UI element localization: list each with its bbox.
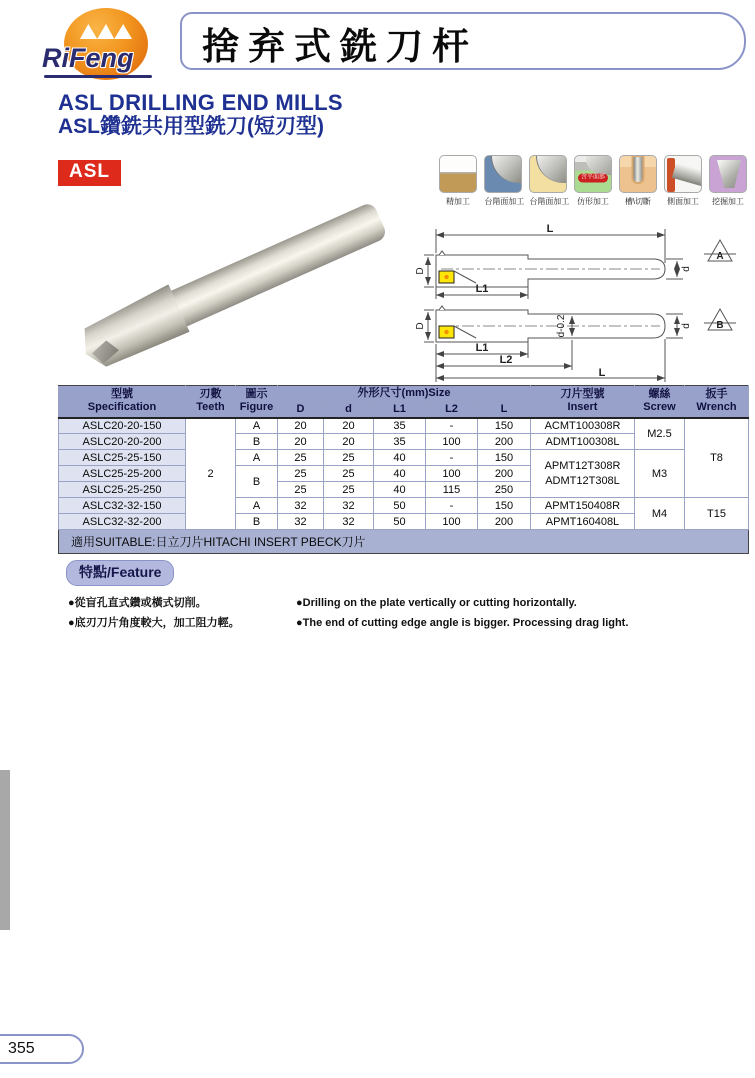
spec-cell: ASLC25-25-250 [59,482,186,498]
side-milling-icon [664,155,702,193]
col-header-screw [635,386,685,418]
insert-cell: ADMT100308L [531,434,635,450]
col-header-insert-zh: 刀片型號 [560,388,605,401]
col-header-insert-en: Insert [567,401,598,414]
insert-cell: ACMT100308R [531,418,635,434]
feature-list-en [296,593,628,634]
dim-L2-cell: 100 [426,466,478,482]
spec-cell: ASLC25-25-200 [59,466,186,482]
dim-L-cell: 250 [478,482,531,498]
col-header-size-group: 外形尺寸(mm)Size [278,386,531,402]
dim-d-cell: 32 [324,498,374,514]
insert-cell [531,450,635,498]
icon-caption: 台階面加工 [529,196,570,206]
excavating-icon [709,155,747,193]
col-header-screw-en: Screw [643,401,676,414]
feature-list-zh [68,593,296,634]
wrench-cell: T8 [685,418,749,498]
dim-L-cell: 150 [478,498,531,514]
figure-a-marker: A [716,251,724,262]
screw-cell: M2.5 [635,418,685,450]
dim-L2-cell: - [426,418,478,434]
section-index-tab [0,770,10,930]
col-header-L: L [478,402,531,418]
machining-item [527,155,569,208]
figure-cell: B [236,514,278,530]
dim-L-cell: 150 [478,450,531,466]
dim-L2-cell: - [426,450,478,466]
dim-L1-cell: 40 [374,450,426,466]
dim-label-L: L [546,223,554,235]
col-header-L1: L1 [374,402,426,418]
col-header-teeth-en: Teeth [196,401,225,414]
dim-label-L: L [598,367,606,379]
col-header-spec-en: Specification [87,401,157,414]
page-title: 捨弃式銑刀杆 [202,26,478,67]
col-header-wrench-en: Wrench [696,401,737,414]
col-header-wrench-zh: 扳手 [705,388,728,401]
col-header-spec-zh: 型號 [111,388,133,401]
insert-cell: APMT160408L [531,514,635,530]
table-row [59,450,749,466]
suitable-note: 適用SUITABLE:日立刀片HITACHI INSERT PBECK刀片 [59,530,749,554]
wrench-cell: T15 [685,498,749,530]
dim-L1-cell: 35 [374,418,426,434]
col-header-figure [236,386,278,418]
cutter-head [74,284,190,374]
figure-b-marker: B [716,320,724,331]
screw-cell: M3 [635,450,685,498]
brand-name: RiFeng [42,43,134,73]
specification-table [58,385,749,554]
profiling-icon [574,155,612,193]
col-header-figure-en: Figure [239,401,274,414]
dim-L-cell: 200 [478,434,531,450]
insert-cell: APMT150408R [531,498,635,514]
dim-L1-cell: 50 [374,498,426,514]
icon-caption: 挖掘加工 [712,196,744,206]
finishing-icon [439,155,477,193]
machining-item [572,155,614,208]
slotting-cutoff-icon [619,155,657,193]
col-header-screw-zh: 螺絲 [648,388,671,401]
logo-underline [44,75,152,78]
dim-label-d: d [681,323,692,329]
tool-shank [169,201,388,327]
product-photo [62,196,407,374]
feature-section [58,560,718,634]
product-title-zh: ASL鑽銑共用型銑刀(短刃型) [58,115,324,139]
col-header-insert [531,386,635,418]
figure-cell: A [236,450,278,466]
page-number: 355 [8,1040,35,1057]
col-header-L2: L2 [426,402,478,418]
table-row [59,418,749,434]
dim-D-cell: 32 [278,498,324,514]
figure-cell: B [236,466,278,498]
insert-line: ADMT12T308L [545,474,620,487]
logo-zigzag-icon [80,24,132,39]
dim-L2-cell: - [426,498,478,514]
col-header-figure-zh: 圖示 [245,388,268,401]
figure-cell: A [236,498,278,514]
dim-L-cell: 150 [478,418,531,434]
dim-L-cell: 200 [478,466,531,482]
brand-logo [42,6,164,86]
machining-item [707,155,749,208]
dim-D-cell: 25 [278,482,324,498]
dim-d-cell: 20 [324,434,374,450]
dim-D-cell: 20 [278,434,324,450]
product-title-en: ASL DRILLING END MILLS [58,90,343,115]
dim-d-cell: 25 [324,466,374,482]
step-face-milling-icon [529,155,567,193]
spec-cell: ASLC20-20-150 [59,418,186,434]
step-face-milling-icon [484,155,522,193]
dim-D-cell: 25 [278,450,324,466]
dim-L-cell: 200 [478,514,531,530]
col-header-teeth [186,386,236,418]
col-header-spec [59,386,186,418]
dim-label-L1: L1 [475,342,489,354]
dim-label-D: D [415,322,426,330]
machining-item [482,155,524,208]
dim-L2-cell: 100 [426,434,478,450]
col-header-wrench [685,386,749,418]
dim-d-cell: 32 [324,514,374,530]
product-heading [58,90,343,139]
spec-cell: ASLC25-25-150 [59,450,186,466]
col-header-d: d [324,402,374,418]
dimension-diagram-b [415,290,755,390]
dim-label-D: D [415,267,426,275]
dim-D-cell: 20 [278,418,324,434]
dim-label-L1: L1 [475,283,489,295]
machining-item [662,155,704,208]
page-number-capsule [0,1034,84,1064]
table-footer-row [59,530,749,554]
feature-bullet: ●底刃刀片角度較大，加工阻力輕。 [68,617,240,630]
end-mill-image [73,192,394,376]
series-badge: ASL [58,160,121,186]
dim-label-L2: L2 [499,354,513,366]
dim-d-cell: 25 [324,450,374,466]
dim-label-d-tol: d-0.2 [556,314,567,338]
teeth-cell: 2 [186,418,236,530]
insert-line: APMT12T308R [544,460,621,473]
dim-label-d: d [681,266,692,272]
feature-bullet: ●The end of cutting edge angle is bigger. Processing drag light. [296,617,629,630]
dim-L1-cell: 40 [374,466,426,482]
machining-item [617,155,659,208]
table-row [59,498,749,514]
icon-caption: 精加工 [446,196,470,206]
figure-cell: A [236,418,278,434]
icon-caption: 側面加工 [667,196,699,206]
col-header-D: D [278,402,324,418]
col-header-teeth-zh: 刃數 [199,388,222,401]
machining-icon-row [437,155,749,208]
icon-caption: 台階面加工 [484,196,525,206]
screw-cell: M4 [635,498,685,530]
dim-L2-cell: 115 [426,482,478,498]
dim-d-cell: 25 [324,482,374,498]
dim-L1-cell: 50 [374,514,426,530]
dim-D-cell: 32 [278,514,324,530]
dim-L1-cell: 35 [374,434,426,450]
machining-item [437,155,479,208]
dim-L1-cell: 40 [374,482,426,498]
feature-bullet: ●Drilling on the plate vertically or cutting horizontally. [296,597,577,609]
feature-badge: 特點/Feature [66,560,174,586]
figure-cell: B [236,434,278,450]
dim-L2-cell: 100 [426,514,478,530]
spec-cell: ASLC32-32-200 [59,514,186,530]
icon-caption: 仿形加工 [577,196,609,206]
dim-D-cell: 25 [278,466,324,482]
dim-d-cell: 20 [324,418,374,434]
spec-cell: ASLC20-20-200 [59,434,186,450]
icon-caption: 槽\切斷 [625,196,651,206]
feature-bullet: ●從盲孔直式鑽或橫式切削。 [68,597,207,609]
flat-area-tag: 含平面部 [578,174,608,183]
spec-cell: ASLC32-32-150 [59,498,186,514]
